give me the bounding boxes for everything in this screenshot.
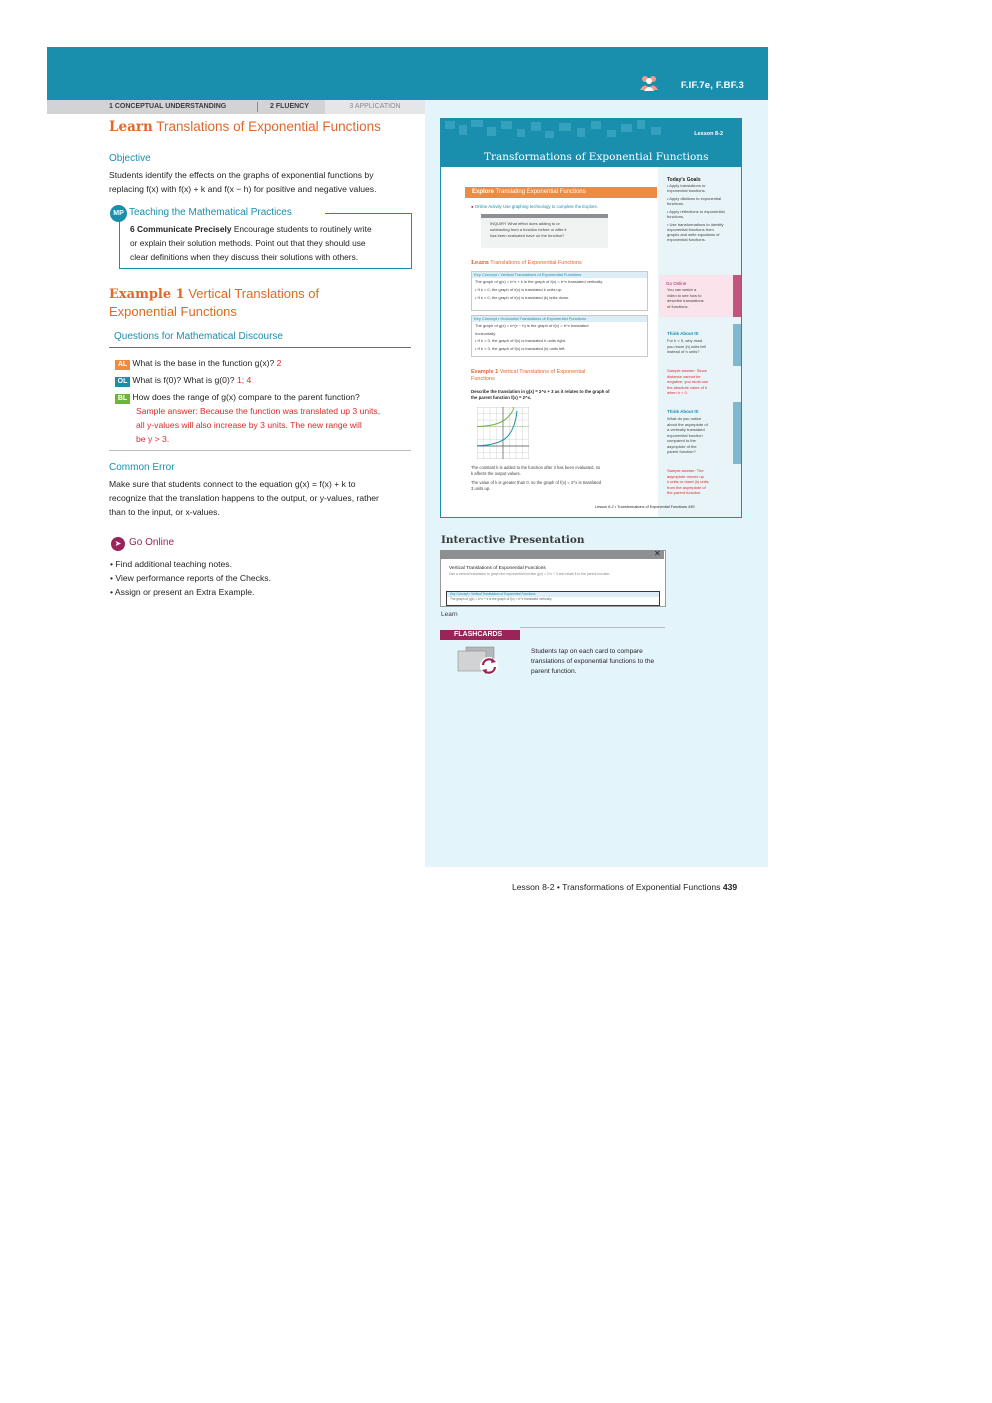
think-answer-line: Sample answer: Since — [667, 368, 707, 373]
slide-caption: Learn — [441, 611, 458, 618]
inquiry-text — [490, 221, 605, 239]
slide-text: Use a vertical translation to graph the exponential function g(x) = 2^x + 3 and relate it to the parent function. — [449, 572, 611, 576]
body-line: k affects the output values. — [471, 471, 521, 476]
footer-lesson: Lesson 8-2 — [512, 882, 555, 892]
thumb-learn-heading — [471, 260, 582, 266]
question-bl — [115, 390, 415, 404]
think-line: compared to the — [667, 438, 696, 443]
question-text: What is the base in the function g(x)? — [132, 358, 275, 368]
body-line: The value of k is greater than 0, so the graph of f(x) = 2^x is translated — [471, 480, 602, 485]
thumb-example-title: Vertical Translations of Exponential — [499, 369, 586, 375]
mp-practice: 6 Communicate Precisely — [130, 224, 232, 234]
think-line: you move |h| units left — [667, 343, 706, 349]
objective-text — [109, 168, 414, 196]
kc-line: The graph of g(x) = b^(x − h) is the graph of f(x) = b^x translated — [475, 323, 589, 328]
answer-text: 2 — [276, 358, 282, 368]
explore-label: Explore — [472, 189, 495, 195]
thumbnail-lesson: Lesson 8-2 — [694, 131, 723, 137]
kc-line: horizontally. — [475, 330, 497, 336]
example-label: Example 1 — [109, 287, 185, 302]
common-error-line: recognize that the translation happens to the output, or y-values, rather — [109, 493, 379, 503]
think-line: exponential function — [667, 432, 703, 438]
prompt-line: the parent function f(x) = 2^x. — [471, 395, 532, 400]
thumb-learn-label: Learn — [471, 260, 489, 266]
goals-list — [667, 183, 725, 242]
example-heading — [109, 285, 409, 320]
go-online-item: • View performance reports of the Checks. — [110, 573, 271, 583]
kc-line: • If h > 0, the graph of f(x) is translated h units right. — [475, 338, 566, 343]
bl-answer — [136, 404, 416, 446]
explore-bar — [465, 187, 657, 198]
side-text-line: You can watch a — [667, 287, 697, 292]
objective-line: Students identify the effects on the graphs of exponential functions by — [109, 170, 374, 180]
body-line: The constant k is added to the function after it has been evaluated, so — [471, 465, 601, 470]
learn-label: Learn — [109, 119, 153, 135]
thumbnail-header — [441, 119, 741, 167]
goal-item: • Apply dilations to exponential functions. — [667, 196, 722, 206]
blue-tab — [733, 402, 741, 464]
tab-application[interactable]: 3 APPLICATION — [325, 100, 425, 114]
bl-badge: BL — [115, 394, 130, 404]
example-title: Exponential Functions — [109, 304, 237, 319]
common-error-line: Make sure that students connect to the equation g(x) = f(x) + k to — [109, 479, 356, 489]
standards-label: F.IF.7e, F.BF.3 — [680, 80, 744, 91]
key-concept-horizontal — [471, 315, 648, 357]
side-text-line: describe translations — [667, 298, 704, 303]
thumb-footer: Lesson 8-2 • Transformations of Exponential Functions 439 — [595, 505, 695, 509]
think-answer-line: when h < 0. — [667, 390, 688, 395]
think-answer-line: from the asymptote of — [667, 484, 706, 490]
slide-title-bar — [440, 550, 664, 559]
divider — [109, 347, 411, 348]
flashcards-line: parent function. — [531, 668, 577, 675]
learn-heading — [109, 119, 381, 135]
page-footer — [512, 882, 737, 892]
page-number: 439 — [722, 882, 738, 892]
al-badge: AL — [115, 360, 130, 370]
side-go-online-text — [667, 287, 731, 309]
kc-line: • If k > 0, the graph of f(x) is translated k units up. — [475, 287, 563, 292]
side-go-online-heading: Go Online — [666, 281, 687, 286]
tab-conceptual[interactable]: 1 CONCEPTUAL UNDERSTANDING — [109, 103, 227, 110]
answer-line: be y > 3. — [136, 434, 170, 444]
flashcards-text — [531, 647, 671, 677]
flashcards-line: Students tap on each card to compare — [531, 648, 643, 655]
thumb-example-title: Functions — [471, 376, 495, 382]
mp-badge-icon: MP — [110, 205, 127, 222]
inquiry-line: INQUIRY What effect does adding to or — [490, 221, 560, 226]
kc-line: • If h < 0, the graph of f(x) is translated |h| units left. — [475, 345, 566, 351]
go-online-item: • Find additional teaching notes. — [110, 559, 232, 569]
online-activity-text: Online Activity Use graphing technology to complete the Explore. — [474, 204, 599, 209]
mp-heading: Teaching the Mathematical Practices — [129, 207, 292, 218]
kc-line: The graph of g(x) = b^x + k is the graph of f(x) = b^x translated vertically. — [475, 279, 604, 284]
inquiry-line: subtracting from a function before or after it — [490, 227, 567, 232]
think2-text — [667, 416, 729, 455]
think-line: For h < 0, why must — [667, 338, 703, 343]
think-line: about the asymptote of — [667, 421, 708, 427]
inquiry-box — [481, 214, 608, 248]
thumb-example-heading — [471, 369, 631, 383]
kc-title: Key Concept • Horizontal Translations of Exponential Functions — [472, 316, 647, 322]
go-online-list — [110, 557, 410, 599]
lesson-phase-tabs — [47, 100, 425, 114]
flashcards-icon — [456, 645, 502, 677]
goals-heading: Today's Goals — [667, 177, 701, 183]
thumbnail-title: Transformations of Exponential Functions — [484, 151, 709, 163]
student-page-thumbnail — [440, 118, 742, 518]
mp-text — [130, 222, 410, 264]
flashcards-line: translations of exponential functions to the — [531, 658, 655, 665]
inquiry-line: has been evaluated have on the function? — [490, 233, 565, 238]
slide-kc-body: The graph of g(x) = b^x + k is the graph of f(x) = b^x translated vertically. — [450, 597, 553, 601]
think2-heading: Think About It! — [667, 409, 699, 414]
thumb-example-body — [471, 465, 656, 492]
objective-heading: Objective — [109, 153, 151, 164]
go-online-item: • Assign or present an Extra Example. — [110, 587, 255, 597]
questions-heading: Questions for Mathematical Discourse — [114, 331, 283, 342]
mp-line: Encourage students to routinely write — [233, 224, 372, 234]
learn-title: Translations of Exponential Functions — [156, 119, 381, 134]
think2-answer — [667, 468, 737, 496]
kc-title: Key Concept • Vertical Translations of Exponential Functions — [472, 272, 647, 278]
think-answer-line: k units or down |k| units — [667, 479, 709, 484]
think-answer-line: asymptote moves up — [667, 473, 704, 479]
question-text: How does the range of g(x) compare to the parent function? — [132, 392, 360, 402]
divider — [520, 627, 665, 628]
interactive-heading: Interactive Presentation — [441, 534, 585, 546]
question-al — [115, 356, 415, 370]
explore-title: Translating Exponential Functions — [495, 189, 586, 195]
think-line: parent function? — [667, 449, 696, 454]
think1-heading: Think About It! — [667, 331, 699, 336]
flashcards-label-text: FLASHCARDS — [454, 631, 503, 638]
think-answer-line: negative, you must use — [667, 379, 709, 384]
example-graph — [477, 407, 529, 459]
slide-kc-title: Key Concept • Vertical Translations of Exponential Functions — [447, 592, 659, 597]
think-line: instead of h units? — [667, 349, 700, 354]
thumb-learn-title: Translations of Exponential Functions — [490, 260, 582, 266]
mp-line: clear definitions when they discuss their solutions with others. — [130, 252, 359, 262]
think1-answer — [667, 368, 729, 396]
question-ol — [115, 373, 415, 387]
slide-title: Vertical Translations of Exponential Functions — [449, 566, 546, 571]
think-answer-line: distance cannot be — [667, 373, 701, 379]
question-text: What is f(0)? What is g(0)? — [132, 375, 235, 385]
kc-line: • If k < 0, the graph of f(x) is translated |k| units down. — [475, 295, 570, 300]
slide-kc-box — [446, 591, 660, 606]
example-title: Vertical Translations of — [188, 286, 320, 301]
ol-badge: OL — [115, 377, 130, 387]
side-text-line: video to see how to — [667, 292, 702, 298]
mp-line: or explain their solution methods. Point out that they should use — [130, 238, 366, 248]
go-online-heading[interactable]: Go Online — [129, 537, 175, 548]
think-answer-line: the absolute value of h — [667, 384, 708, 390]
footer-bullet: • — [556, 882, 560, 892]
body-line: 3 units up. — [471, 486, 491, 491]
think-line: What do you notice — [667, 416, 702, 421]
answer-line: Sample answer: Because the function was translated up 3 units, — [136, 406, 381, 416]
prompt-line: Describe the translation in g(x) = 2^x + 3 as it relates to the graph of — [471, 389, 610, 394]
think-line: a vertically translated — [667, 427, 705, 432]
goal-item: • Use transformations to identify exponential functions from graphs and write equations of exponential functions. — [667, 222, 724, 242]
footer-title: Transformations of Exponential Functions — [562, 882, 721, 892]
flashcards-label — [440, 630, 520, 640]
common-error-heading: Common Error — [109, 462, 175, 473]
online-activity — [471, 204, 598, 210]
blue-tab — [733, 324, 741, 366]
goal-item: • Apply reflections to exponential functions. — [667, 209, 725, 219]
close-icon[interactable]: ✕ — [654, 549, 661, 558]
think-answer-line: Sample answer: The — [667, 468, 704, 473]
key-concept-vertical — [471, 271, 648, 311]
side-text-line: of functions. — [667, 303, 689, 309]
pink-tab — [733, 275, 741, 317]
think-line: asymptote of the — [667, 443, 697, 449]
people-icon — [640, 75, 658, 96]
page-banner — [47, 47, 768, 100]
go-online-icon: ➤ — [111, 537, 125, 551]
common-error-text — [109, 477, 419, 519]
answer-text: 1; 4 — [236, 375, 252, 385]
divider — [109, 450, 411, 451]
goal-item: • Apply translations to exponential functions. — [667, 183, 706, 193]
think1-text — [667, 338, 729, 355]
objective-line: replacing f(x) with f(x) + k and f(x − h) for positive and negative values. — [109, 184, 377, 194]
thumb-example-prompt — [471, 389, 661, 401]
answer-line: all y-values will also increase by 3 units. The new range will — [136, 420, 362, 430]
go-online-note — [659, 275, 741, 317]
common-error-line: than to the input, or x-values. — [109, 507, 220, 517]
thumb-example-label: Example 1 — [471, 369, 499, 375]
think-answer-line: the parent function. — [667, 490, 702, 495]
tab-fluency[interactable]: 2 FLUENCY — [270, 103, 309, 110]
online-activity-icon: ● — [471, 204, 474, 209]
